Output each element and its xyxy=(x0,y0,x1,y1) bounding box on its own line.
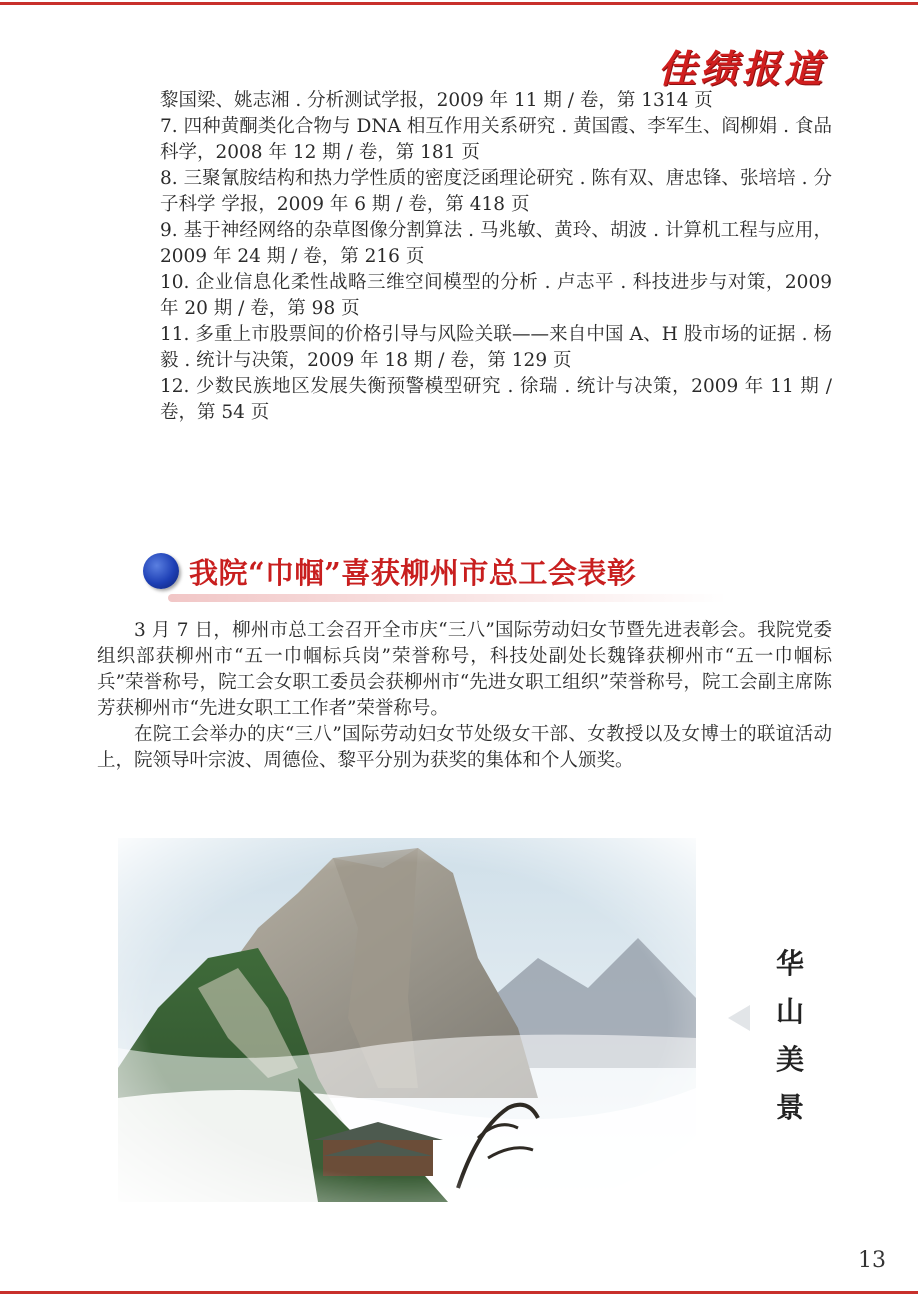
photo-caption xyxy=(770,940,810,1132)
caption-char: 山 xyxy=(775,995,804,1028)
bottom-rule xyxy=(0,1291,918,1294)
page-number: 13 xyxy=(858,1248,886,1273)
reference-item: 7. 四种黄酮类化合物与 DNA 相互作用关系研究 . 黄国霞、李军生、阎柳娟 . 食品科学，2008 年 12 期 / 卷，第 181 页 xyxy=(160,116,832,163)
reference-item: 10. 企业信息化柔性战略三维空间模型的分析 . 卢志平 . 科技进步与对策，2009 年 20 期 / 卷，第 98 页 xyxy=(160,272,832,319)
blue-bullet-icon xyxy=(143,553,179,589)
heading-underline xyxy=(168,594,728,602)
article-title: 我院“巾帼”喜获柳州市总工会表彰 xyxy=(189,555,637,590)
caption-pointer-icon xyxy=(728,1005,750,1031)
article-paragraph: 在院工会举办的庆“三八”国际劳动妇女节处级女干部、女教授以及女博士的联谊活动上，院领导叶宗波、周德俭、黎平分别为获奖的集体和个人颁奖。 xyxy=(97,724,832,771)
reference-item: 9. 基于神经网络的杂草图像分割算法 . 马兆敏、黄玲、胡波 . 计算机工程与应用，2009 年 24 期 / 卷，第 216 页 xyxy=(160,220,832,267)
reference-item: 8. 三聚氰胺结构和热力学性质的密度泛函理论研究 . 陈有双、唐忠锋、张培培 . 分子科学 学报，2009 年 6 期 / 卷，第 418 页 xyxy=(160,168,832,215)
reference-item: 12. 少数民族地区发展失衡预警模型研究 . 徐瑞 . 统计与决策，2009 年 11 期 / 卷，第 54 页 xyxy=(160,376,832,423)
mountain-landscape-photo xyxy=(118,838,696,1202)
article-body xyxy=(97,618,832,774)
top-rule xyxy=(0,2,918,5)
reference-item: 黎国梁、姚志湘 . 分析测试学报，2009 年 11 期 / 卷，第 1314 页 xyxy=(160,90,713,111)
section-tag: 佳绩报道 xyxy=(657,46,826,91)
caption-char: 景 xyxy=(775,1091,804,1124)
article-heading xyxy=(143,548,636,594)
caption-char: 华 xyxy=(775,947,804,980)
reference-item: 11. 多重上市股票间的价格引导与风险关联——来自中国 A、H 股市场的证据 . 杨毅 . 统计与决策，2009 年 18 期 / 卷，第 129 页 xyxy=(160,324,832,371)
caption-char: 美 xyxy=(775,1043,804,1076)
article-paragraph: 3 月 7 日，柳州市总工会召开全市庆“三八”国际劳动妇女节暨先进表彰会。我院党委组织部获柳州市“五一巾帼标兵岗”荣誉称号，科技处副处长魏锋获柳州市“五一巾帼标兵”荣誉称号，院工会女职工委员会获柳州市“先进女职工组织”荣誉称号，院工会副主席陈芳获柳州市“先进女职工工作者”荣誉称号。 xyxy=(97,620,832,719)
reference-list xyxy=(160,88,832,426)
